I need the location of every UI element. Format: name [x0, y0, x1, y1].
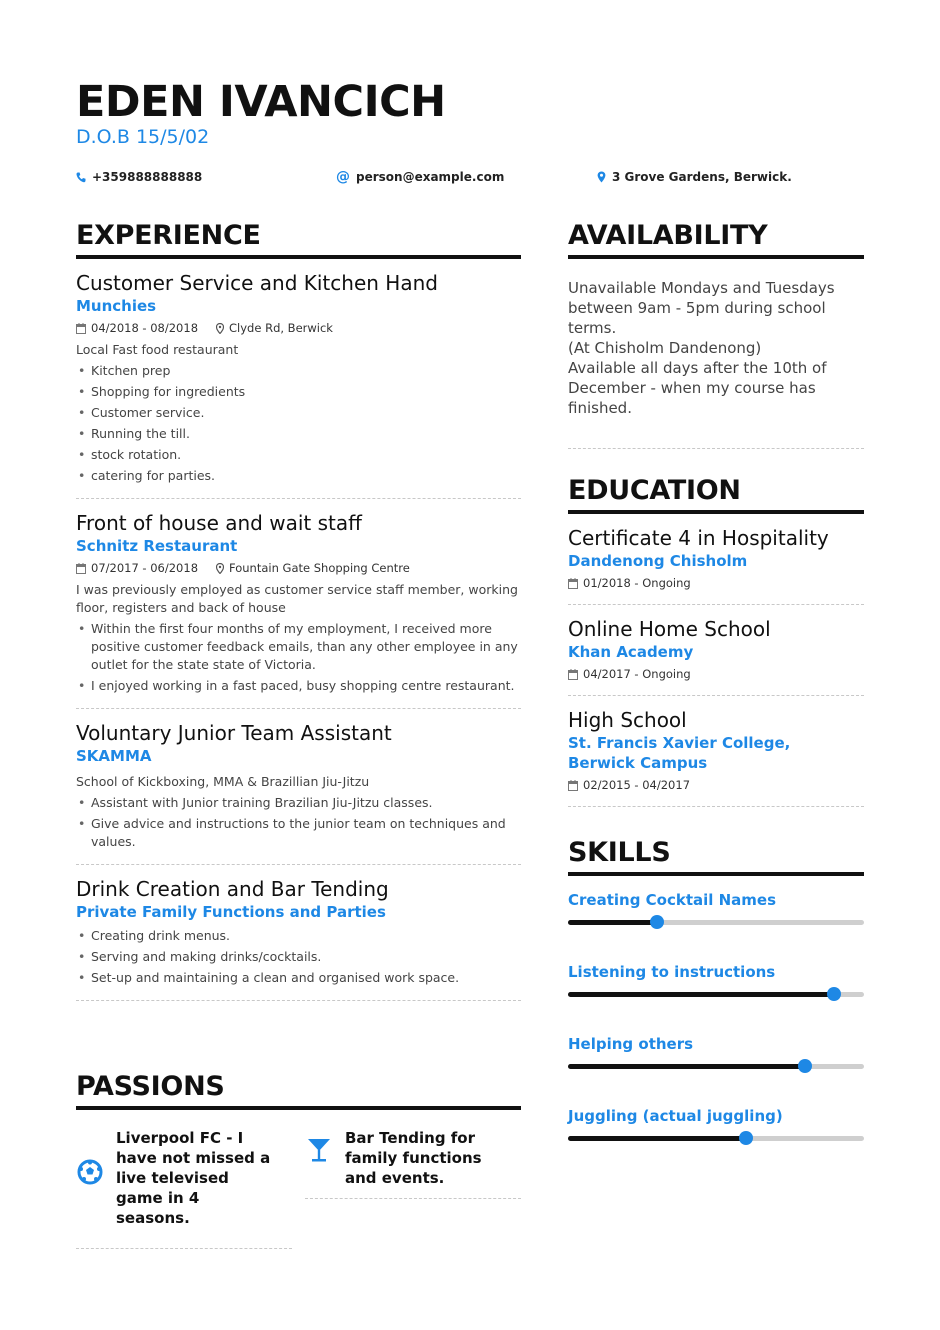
experience-entry [76, 865, 521, 1001]
passion-item [305, 1128, 521, 1199]
job-meta [76, 320, 521, 336]
company-name: Schnitz Restaurant [76, 537, 238, 555]
map-pin-icon [216, 563, 224, 574]
contact-phone [76, 170, 202, 184]
experience-entry [76, 259, 521, 499]
skill-name: Listening to instructions [568, 963, 776, 981]
map-pin-icon [597, 171, 606, 183]
skill-bar [568, 1136, 864, 1141]
skills-title: SKILLS [568, 837, 864, 876]
bullet-item: • Serving and making drinks/cocktails. [76, 948, 521, 966]
experience-entry [76, 499, 521, 709]
skill-bar-knob [798, 1059, 812, 1073]
address-text: 3 Grove Gardens, Berwick. [612, 170, 792, 184]
job-dates: 04/2018 - 08/2018 [91, 321, 199, 335]
candidate-name: EDEN IVANCICH [76, 77, 446, 127]
availability-title: AVAILABILITY [568, 220, 864, 259]
calendar-icon [76, 563, 86, 574]
education-dates: 04/2017 - Ongoing [583, 667, 691, 681]
skill-item [568, 962, 864, 997]
phone-icon [76, 172, 86, 183]
skill-bar-fill [568, 1064, 805, 1069]
education-entry [568, 605, 864, 696]
experience-section [76, 220, 521, 1001]
skills-list [568, 890, 864, 1141]
job-bullets [76, 362, 521, 485]
skill-bar-knob [650, 915, 664, 929]
job-bullets [76, 794, 521, 851]
job-description: I was previously employed as customer service staff member, working floor, registers and back of house [76, 582, 518, 615]
availability-line: Available all days after the 10th of [568, 359, 827, 377]
job-role: Voluntary Junior Team Assistant [76, 721, 392, 745]
availability-line: Unavailable Mondays and Tuesdays [568, 279, 835, 297]
experience-entry [76, 709, 521, 865]
degree-name: High School [568, 708, 687, 732]
skill-bar [568, 920, 864, 925]
job-location: Fountain Gate Shopping Centre [229, 561, 410, 575]
skill-bar [568, 1064, 864, 1069]
bullet-item: • Creating drink menus. [76, 927, 521, 945]
skill-name: Helping others [568, 1035, 694, 1053]
passion-text: Liverpool FC - I have not missed a live televised game in 4 seasons. [116, 1129, 271, 1227]
bullet-item: • Within the first four months of my employment, I received more positive customer feedback emails, than any other employee in any outlet for the state state of Victoria. [76, 620, 521, 674]
cocktail-icon [305, 1136, 333, 1168]
calendar-icon [568, 669, 578, 680]
job-bullets [76, 927, 521, 987]
bullet-item: • Running the till. [76, 425, 521, 443]
school-name: St. Francis Xavier College, Berwick Campus [568, 734, 791, 772]
education-entry [568, 514, 864, 605]
bullet-item: • stock rotation. [76, 446, 521, 464]
school-name: Khan Academy [568, 643, 694, 661]
job-role: Customer Service and Kitchen Hand [76, 271, 438, 295]
availability-block [568, 259, 864, 449]
education-entry [568, 696, 864, 807]
bullet-item: • I enjoyed working in a fast paced, busy shopping centre restaurant. [76, 677, 521, 695]
skill-item [568, 1034, 864, 1069]
company-name: SKAMMA [76, 747, 152, 765]
map-pin-icon [216, 323, 224, 334]
degree-name: Online Home School [568, 617, 771, 641]
calendar-icon [568, 780, 578, 791]
calendar-icon [568, 578, 578, 589]
date-of-birth: D.O.B 15/5/02 [76, 126, 210, 148]
education-title: EDUCATION [568, 475, 864, 514]
job-description: Local Fast food restaurant [76, 342, 239, 357]
bullet-item: • catering for parties. [76, 467, 521, 485]
skill-bar-fill [568, 992, 834, 997]
skill-name: Juggling (actual juggling) [568, 1107, 783, 1125]
skill-item [568, 890, 864, 925]
skill-name: Creating Cocktail Names [568, 891, 777, 909]
skill-bar-knob [739, 1131, 753, 1145]
education-meta [568, 575, 864, 591]
availability-line: between 9am - 5pm during school terms. [568, 299, 826, 337]
job-dates: 07/2017 - 06/2018 [91, 561, 199, 575]
job-meta [76, 560, 521, 576]
education-dates: 01/2018 - Ongoing [583, 576, 691, 590]
degree-name: Certificate 4 in Hospitality [568, 526, 829, 550]
skill-bar-fill [568, 920, 657, 925]
contact-address [597, 170, 792, 184]
company-name: Munchies [76, 297, 157, 315]
passions-title: PASSIONS [76, 1071, 521, 1110]
bullet-item: • Kitchen prep [76, 362, 521, 380]
job-bullets [76, 620, 521, 695]
phone-number[interactable]: +359888888888 [92, 170, 203, 184]
right-column [568, 220, 864, 1141]
bullet-item: • Assistant with Junior training Brazilian Jiu-Jitzu classes. [76, 794, 521, 812]
job-location: Clyde Rd, Berwick [229, 321, 333, 335]
experience-title: EXPERIENCE [76, 220, 521, 259]
passion-text: Bar Tending for family functions and events. [345, 1129, 482, 1187]
education-dates: 02/2015 - 04/2017 [583, 778, 691, 792]
passion-item [76, 1128, 292, 1249]
contact-email [336, 170, 504, 184]
availability-line: December - when my course has finished. [568, 379, 816, 417]
bullet-item: • Shopping for ingredients [76, 383, 521, 401]
bullet-item: • Set-up and maintaining a clean and organised work space. [76, 969, 521, 987]
job-role: Front of house and wait staff [76, 511, 362, 535]
bullet-item: • Give advice and instructions to the junior team on techniques and values. [76, 815, 521, 851]
education-meta [568, 666, 864, 682]
skill-bar-fill [568, 1136, 746, 1141]
skill-bar-knob [827, 987, 841, 1001]
education-meta [568, 777, 864, 793]
skill-item [568, 1106, 864, 1141]
football-icon [76, 1158, 104, 1190]
passions-section [76, 1071, 521, 1110]
bullet-item: • Customer service. [76, 404, 521, 422]
school-name: Dandenong Chisholm [568, 552, 748, 570]
email-address[interactable]: person@example.com [356, 170, 505, 184]
availability-line: (At Chisholm Dandenong) [568, 339, 762, 357]
job-description: School of Kickboxing, MMA & Brazillian Jiu-Jitzu [76, 774, 370, 789]
job-role: Drink Creation and Bar Tending [76, 877, 389, 901]
at-icon: @ [336, 169, 350, 185]
calendar-icon [76, 323, 86, 334]
company-name: Private Family Functions and Parties [76, 903, 386, 921]
skill-bar [568, 992, 864, 997]
